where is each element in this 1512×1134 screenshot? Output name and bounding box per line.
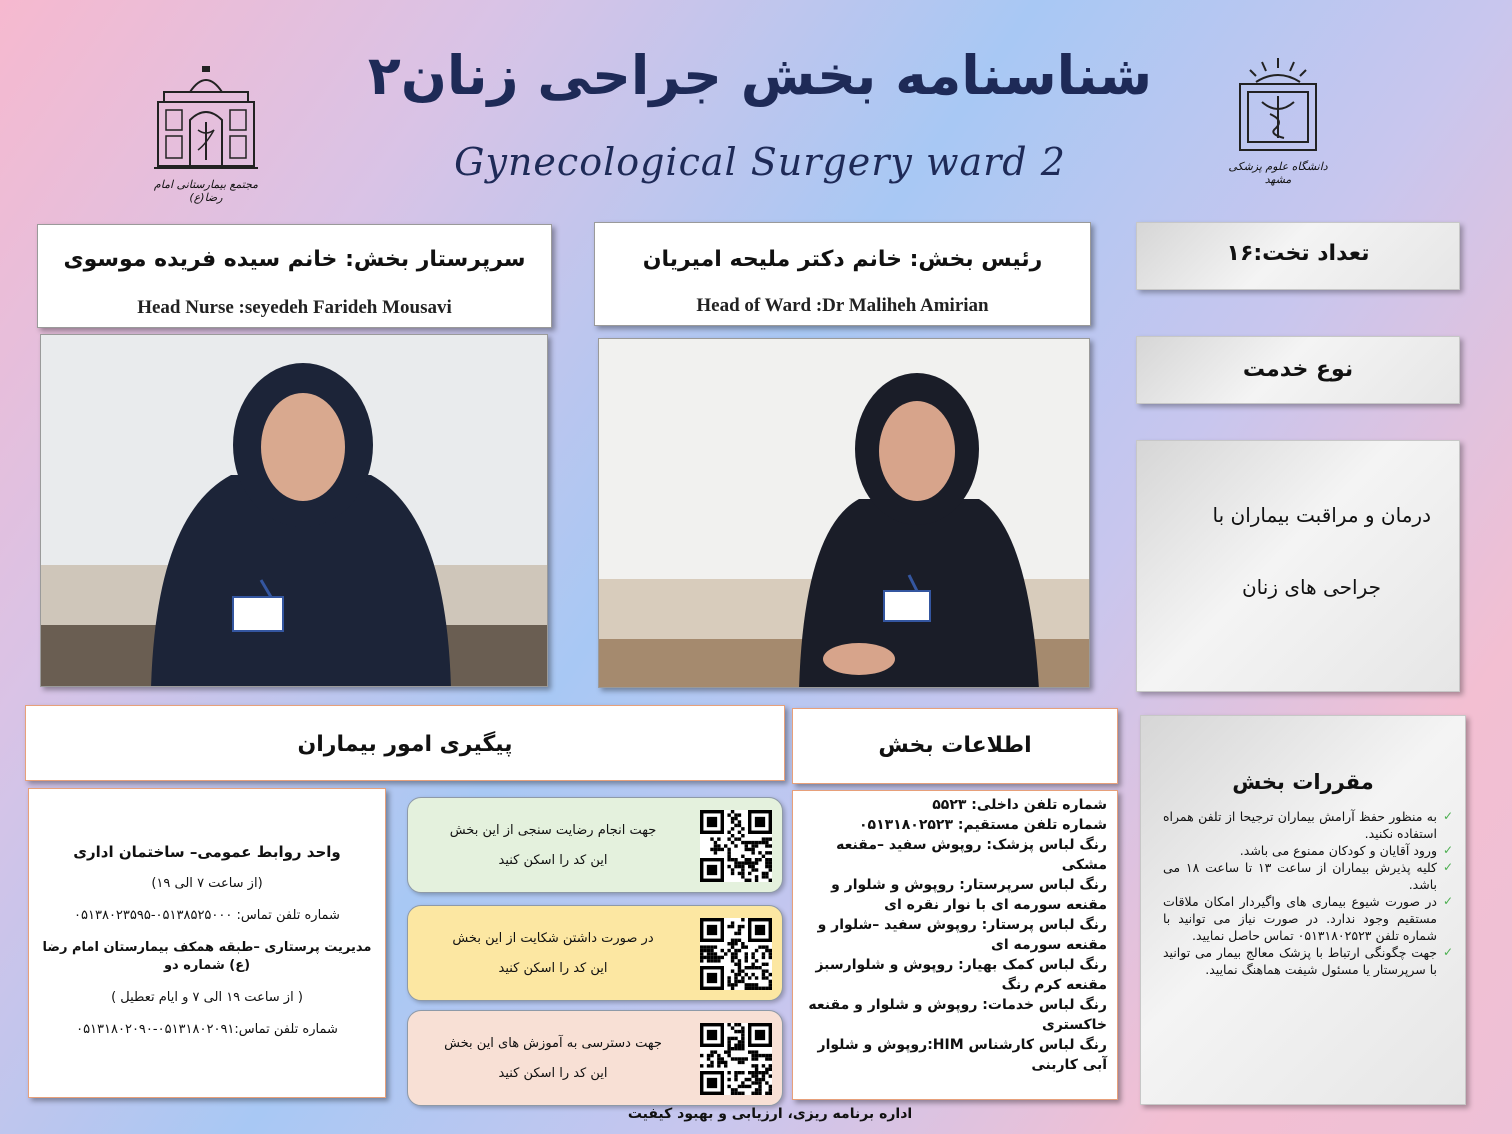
qr-code-icon[interactable]	[700, 918, 772, 990]
rule-item	[1163, 842, 1453, 859]
qr-card	[407, 797, 783, 893]
head-of-ward-title-fa: رئیس بخش: خانم دکتر ملیحه امیریان	[642, 247, 1043, 272]
check-icon: ✓	[1442, 809, 1453, 823]
hospital-logo	[150, 64, 262, 204]
head-of-ward-title-en: Head of Ward :Dr Maliheh Amirian	[696, 295, 989, 316]
service-desc-line2: جراحی های زنان	[1241, 575, 1381, 599]
university-logo-caption: دانشگاه علوم پزشکی مشهد	[1228, 160, 1328, 186]
qr-code-icon[interactable]	[700, 810, 772, 882]
head-of-ward-photo	[598, 338, 1090, 688]
rule-text: جهت چگونگی ارتباط با پزشک معالج بیمار می توانید با سرپرستار یا مسئول شیفت هماهنگ نمایید.	[1163, 945, 1437, 977]
head-of-ward-portrait-icon	[599, 339, 1090, 688]
ward-info-content-card	[792, 790, 1118, 1100]
head-nurse-portrait-icon	[41, 335, 548, 687]
followup-nursing-hours: ( از ساعت ۱۹ الی ۷ و ایام تعطیل )	[111, 990, 303, 1005]
ward-info-line: رنگ لباس پزشک: روپوش سفید –مقنعه مشکی	[836, 837, 1107, 873]
followup-pr-hours: (از ساعت ۷ الی ۱۹)	[151, 876, 263, 891]
qr-card	[407, 1010, 783, 1106]
followup-pr-phone: شماره تلفن تماس: ۰۵۱۳۸۵۲۵۰۰۰-۰۵۱۳۸۰۲۳۵۹۵	[74, 908, 340, 923]
check-icon: ✓	[1442, 945, 1453, 959]
qr-card-line2: این کد را اسکن کنید	[498, 961, 608, 976]
ward-info-line: رنگ لباس پرستار: روپوش سفید –شلوار و مقنعه سورمه ای	[817, 917, 1107, 953]
service-type-card	[1136, 336, 1460, 404]
service-type-label: نوع خدمت	[1242, 357, 1354, 382]
hospital-building-icon	[150, 64, 262, 176]
qr-card-line1: جهت انجام رضایت سنجی از این بخش	[449, 823, 657, 838]
ward-info-title-card	[792, 708, 1118, 784]
hospital-logo-caption: مجتمع بیمارستانی امام رضا(ع)	[153, 178, 259, 204]
ward-info-list	[803, 795, 1107, 1075]
ward-info-line: رنگ لباس کارشناس HIM:روپوش و شلوار آبی کاربنی	[817, 1037, 1107, 1073]
rule-item	[1163, 859, 1453, 893]
rule-item	[1163, 944, 1453, 978]
followup-content-card	[28, 788, 386, 1098]
ward-info-line: شماره تلفن داخلی: ۵۵۲۳	[932, 797, 1107, 813]
ward-info-line: رنگ لباس سرپرستار: روپوش و شلوار و مقنعه سورمه ای با نوار نقره ای	[831, 877, 1107, 913]
head-nurse-title-en: Head Nurse :seyedeh Farideh Mousavi	[137, 297, 452, 318]
service-desc-card	[1136, 440, 1460, 692]
qr-card-line2: این کد را اسکن کنید	[498, 853, 608, 868]
ward-info-line: شماره تلفن مستقیم: ۰۵۱۳۱۸۰۲۵۲۳	[859, 817, 1107, 833]
rule-text: کلیه پذیرش بیماران از ساعت ۱۳ تا ساعت ۱۸ می باشد.	[1163, 860, 1437, 892]
head-nurse-card	[37, 224, 552, 328]
rules-list	[1163, 808, 1453, 978]
ward-info-line: رنگ لباس خدمات: روپوش و شلوار و مقنعه خاکستری	[808, 997, 1107, 1033]
check-icon: ✓	[1442, 860, 1453, 874]
beds-label: تعداد تخت:۱۶	[1226, 241, 1370, 266]
qr-card-line2: این کد را اسکن کنید	[498, 1066, 608, 1081]
followup-nursing-unit: مدیریت پرستاری –طبقه همکف بیمارستان امام رضا (ع) شماره دو	[42, 940, 372, 973]
qr-card-line1: جهت دسترسی به آموزش های این بخش	[444, 1036, 662, 1051]
followup-title: پیگیری امور بیماران	[297, 732, 513, 757]
qr-card-line1: در صورت داشتن شکایت از این بخش	[452, 931, 654, 946]
check-icon: ✓	[1442, 894, 1453, 908]
rules-title: مقررات بخش	[1232, 770, 1374, 794]
followup-title-card	[25, 705, 785, 781]
qr-code-icon[interactable]	[700, 1023, 772, 1095]
rule-item	[1163, 808, 1453, 842]
rule-text: به منظور حفظ آرامش بیماران ترجیحا از تلفن همراه استفاده نکنید.	[1163, 809, 1437, 841]
page-subtitle-en: Gynecological Surgery ward 2	[454, 140, 1066, 184]
university-emblem-icon	[1226, 54, 1330, 158]
head-of-ward-card	[594, 222, 1091, 326]
rule-item	[1163, 893, 1453, 944]
rule-text: در صورت شیوع بیماری های واگیردار امکان ملاقات مستقیم وجود ندارد. در صورت نیاز می توانید با شماره تلفن ۰۵۱۳۱۸۰۲۵۲۳ تماس حاصل نمایید.	[1163, 894, 1437, 943]
university-logo	[1226, 54, 1330, 186]
ward-info-title: اطلاعات بخش	[878, 733, 1032, 758]
rules-card	[1140, 715, 1466, 1105]
head-nurse-title-fa: سرپرستار بخش: خانم سیده فریده موسوی	[63, 247, 526, 272]
followup-nursing-phone: شماره تلفن تماس:۰۵۱۳۱۸۰۲۰۹۱-۰۵۱۳۱۸۰۲۰۹۰	[76, 1022, 338, 1037]
check-icon: ✓	[1442, 843, 1453, 857]
head-nurse-photo	[40, 334, 548, 687]
footer-text: اداره برنامه ریزی، ارزیابی و بهبود کیفیت	[627, 1106, 913, 1122]
beds-card	[1136, 222, 1460, 290]
rule-text: ورود آقایان و کودکان ممنوع می باشد.	[1239, 843, 1437, 858]
followup-pr-unit: واحد روابط عمومی– ساختمان اداری	[73, 843, 341, 861]
ward-info-line: رنگ لباس کمک بهیار: روپوش و شلوارسبز مقنعه کرم رنگ	[815, 957, 1107, 993]
page-title: شناسنامه بخش جراحی زنان۲	[367, 44, 1153, 107]
qr-card	[407, 905, 783, 1001]
service-desc-line1: درمان و مراقبت بیماران با	[1212, 503, 1431, 527]
